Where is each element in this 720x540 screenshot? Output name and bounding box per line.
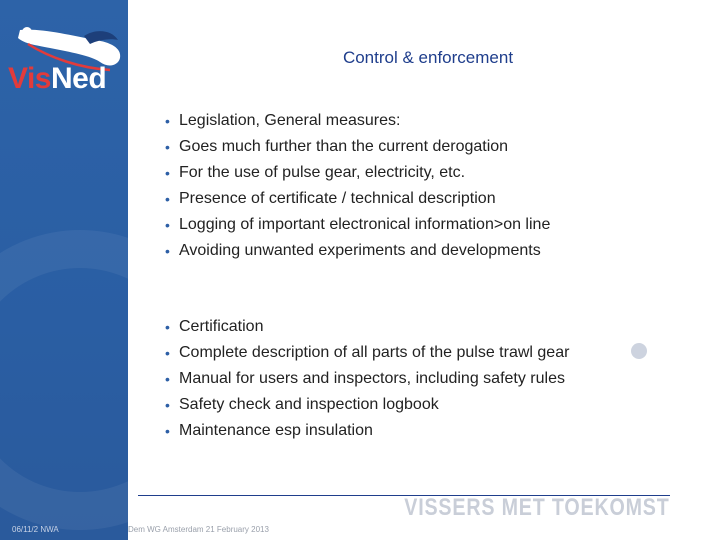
legislation-list xyxy=(165,108,650,264)
bullet-icon: • xyxy=(165,243,170,259)
bullet-icon: • xyxy=(165,319,170,335)
decorative-dot-icon xyxy=(631,343,647,359)
certification-list xyxy=(165,314,650,444)
list-item-text: Maintenance esp insulation xyxy=(179,422,373,439)
footer-event: Dem WG Amsterdam 21 February 2013 xyxy=(128,525,269,534)
list-item-text: Safety check and inspection logbook xyxy=(179,396,439,413)
watermark-circle xyxy=(0,230,128,530)
bullet-icon: • xyxy=(165,113,170,129)
footer-overlap-text: NWA xyxy=(40,525,59,534)
list-item-text: Goes much further than the current derogation xyxy=(179,138,509,155)
bullet-icon: • xyxy=(165,397,170,413)
list-item xyxy=(165,340,650,366)
bullet-icon: • xyxy=(165,165,170,181)
bullet-icon: • xyxy=(165,139,170,155)
list-item xyxy=(165,366,650,392)
list-item-text: Logging of important electronical information>on line xyxy=(179,216,551,233)
bullet-icon: • xyxy=(165,345,170,361)
bullet-icon: • xyxy=(165,371,170,387)
bullet-icon: • xyxy=(165,191,170,207)
logo-ball xyxy=(22,27,32,37)
footer-tagline: VISSERS MET TOEKOMST xyxy=(404,494,670,521)
list-item-text: Complete description of all parts of the pulse trawl gear xyxy=(179,344,570,361)
list-item-text: Legislation, General measures: xyxy=(179,112,401,129)
list-item xyxy=(165,186,650,212)
visned-logo-text xyxy=(8,62,106,96)
list-item xyxy=(165,134,650,160)
logo-ned: Ned xyxy=(51,62,107,95)
list-item xyxy=(165,160,650,186)
footer-date-text: 06/11/2 xyxy=(12,525,39,534)
list-item xyxy=(165,392,650,418)
list-item xyxy=(165,108,650,134)
list-item xyxy=(165,238,650,264)
logo-vis: Vis xyxy=(8,62,51,95)
list-item-text: Certification xyxy=(179,318,264,335)
bullet-icon: • xyxy=(165,217,170,233)
list-item xyxy=(165,212,650,238)
list-item-text: For the use of pulse gear, electricity, etc. xyxy=(179,164,466,181)
list-item-text: Presence of certificate / technical description xyxy=(179,190,496,207)
list-item-text: Manual for users and inspectors, including safety rules xyxy=(179,370,565,387)
footer-date xyxy=(12,525,59,534)
list-item xyxy=(165,314,650,340)
list-item-text: Avoiding unwanted experiments and developments xyxy=(179,242,541,259)
bullet-icon: • xyxy=(165,423,170,439)
list-item xyxy=(165,418,650,444)
slide-title: Control & enforcement xyxy=(342,48,514,67)
